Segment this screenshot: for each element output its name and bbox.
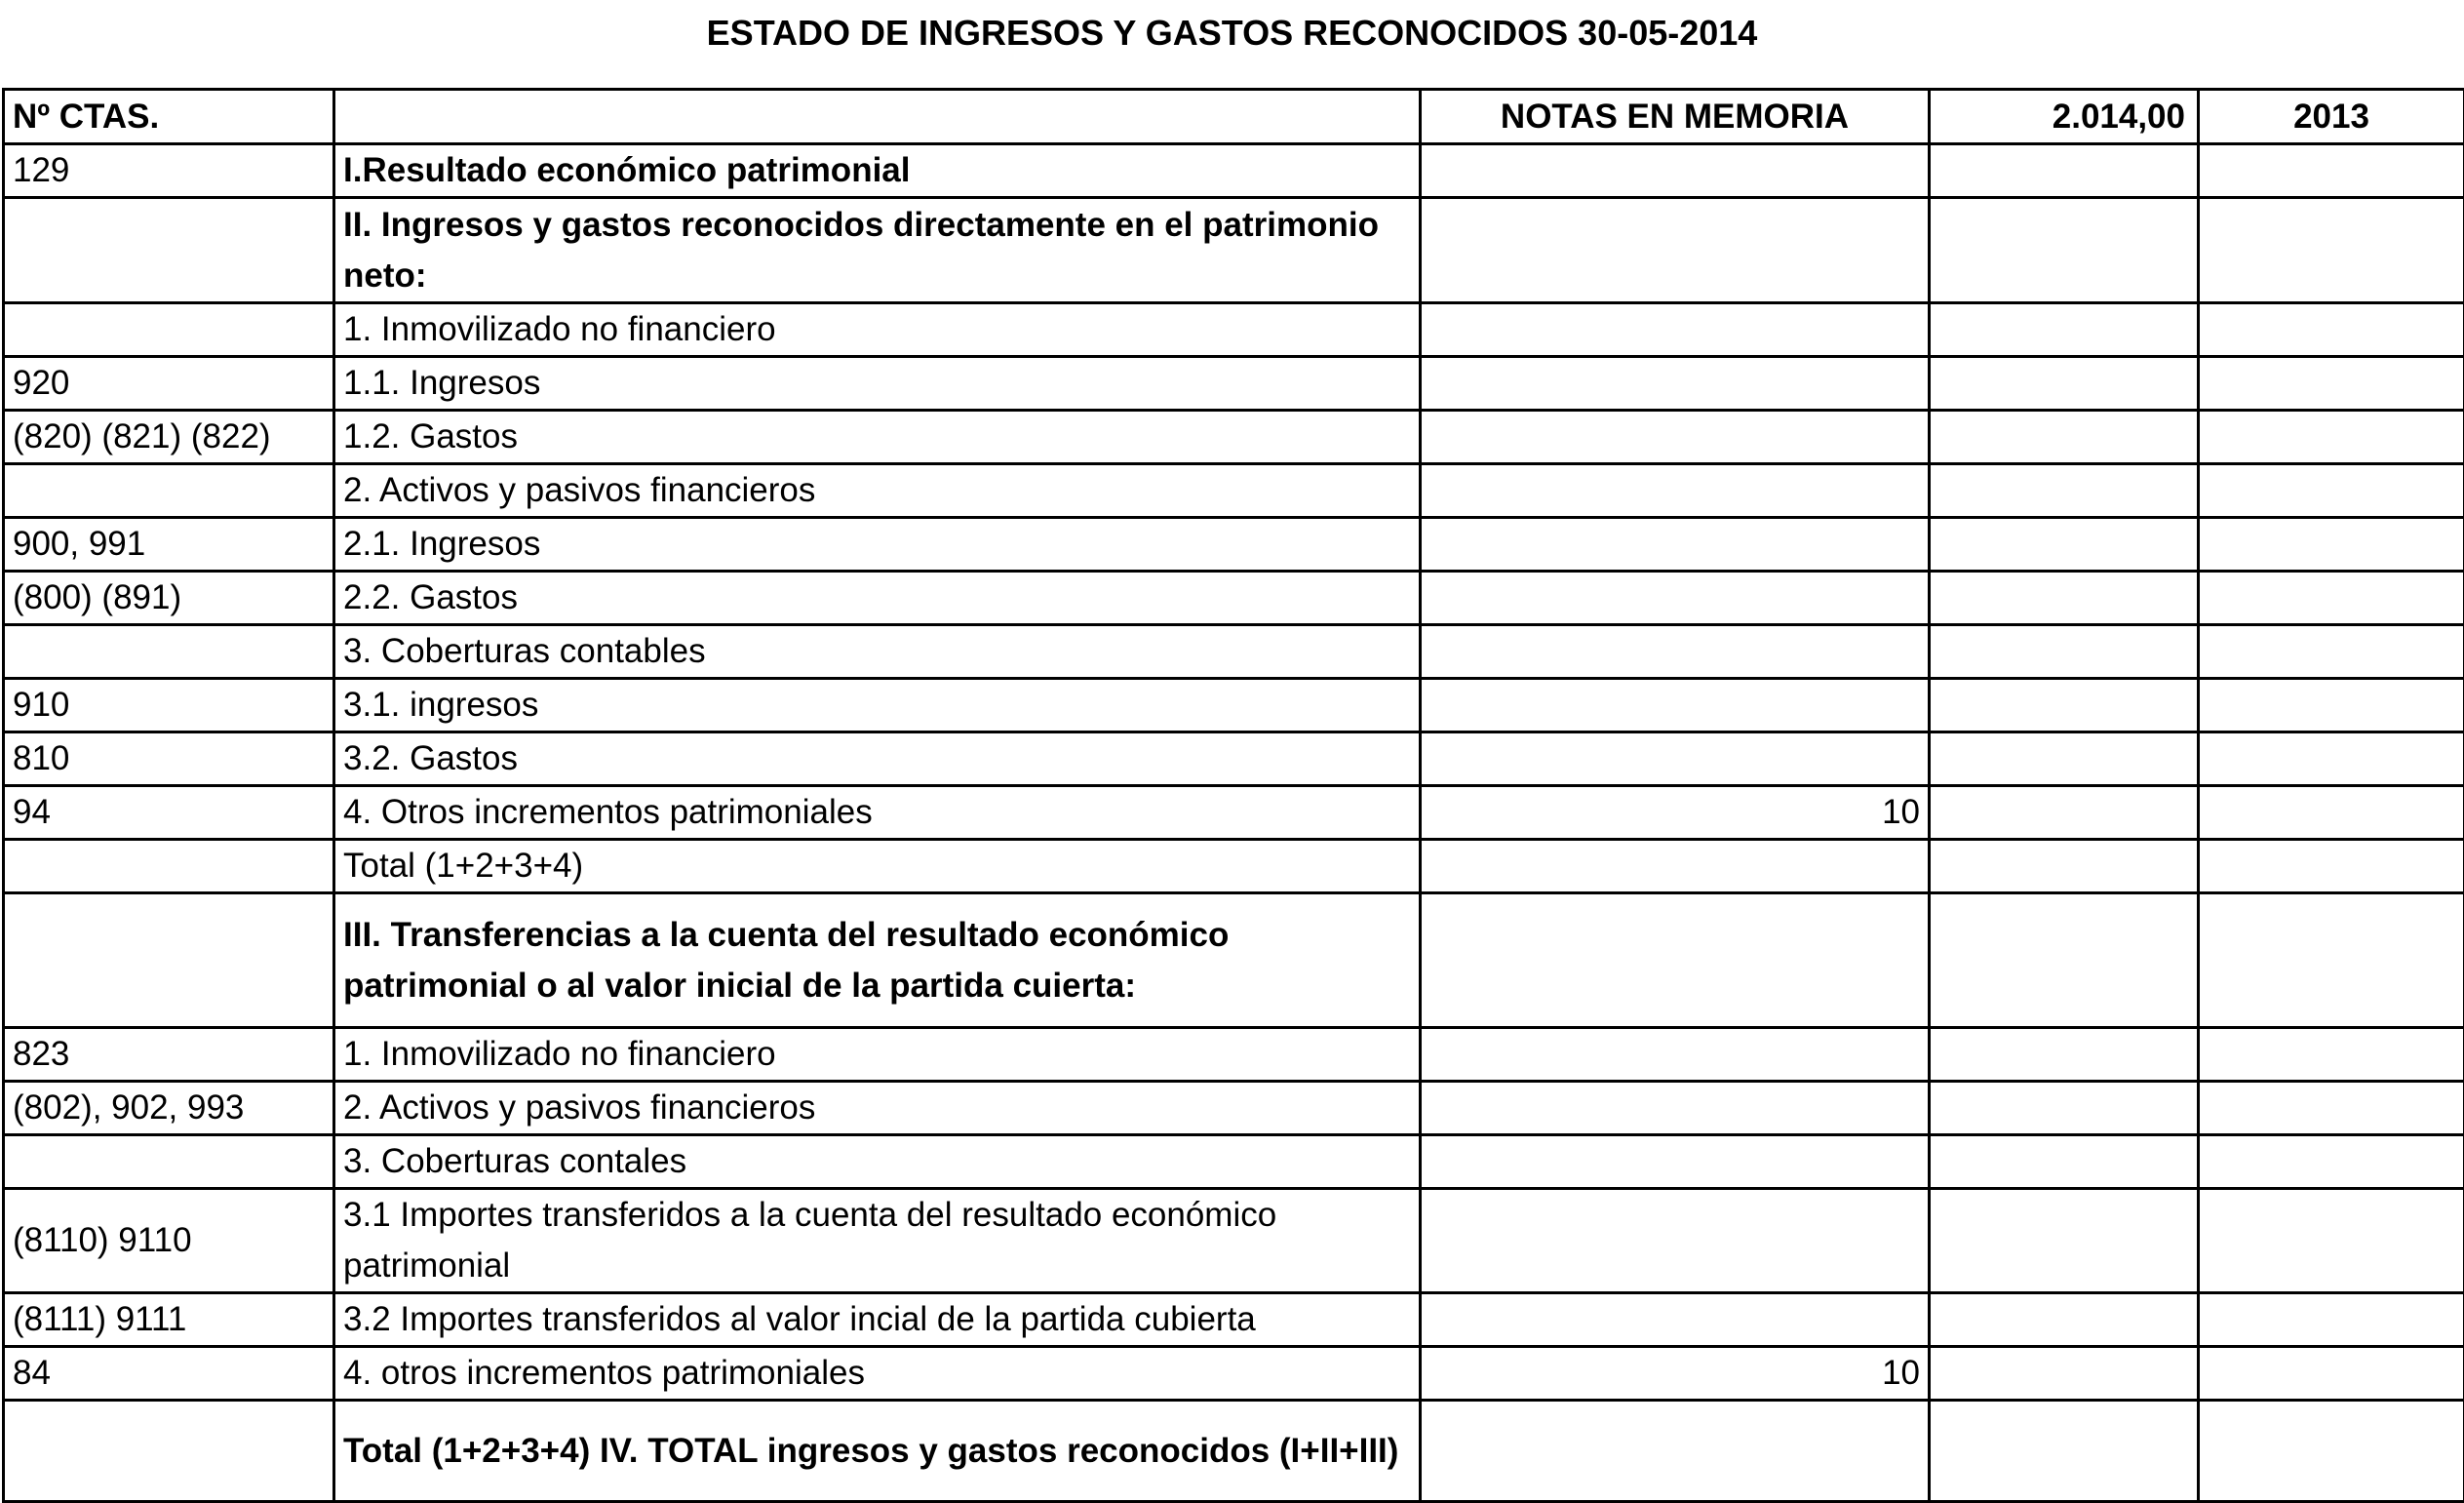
account-cell bbox=[4, 303, 334, 357]
account-cell: 910 bbox=[4, 679, 334, 732]
year-current-cell bbox=[1930, 411, 2199, 464]
year-current-cell bbox=[1930, 198, 2199, 303]
description-cell: I.Resultado económico patrimonial bbox=[334, 144, 1421, 198]
year-previous-cell bbox=[2199, 144, 2464, 198]
year-previous-cell bbox=[2199, 840, 2464, 893]
year-current-cell bbox=[1930, 1082, 2199, 1135]
year-current-cell bbox=[1930, 625, 2199, 679]
notes-cell bbox=[1421, 893, 1930, 1028]
description-cell: 3.2. Gastos bbox=[334, 732, 1421, 786]
table-row bbox=[4, 357, 2464, 411]
year-previous-cell bbox=[2199, 1028, 2464, 1082]
description-cell: 1. Inmovilizado no financiero bbox=[334, 303, 1421, 357]
year-previous-cell bbox=[2199, 518, 2464, 572]
year-previous-cell bbox=[2199, 303, 2464, 357]
header-year-previous: 2013 bbox=[2199, 90, 2464, 144]
statement-table bbox=[2, 88, 2464, 1503]
account-cell bbox=[4, 1401, 334, 1502]
description-cell: 4. otros incrementos patrimoniales bbox=[334, 1347, 1421, 1401]
description-cell: 2.1. Ingresos bbox=[334, 518, 1421, 572]
table-row bbox=[4, 144, 2464, 198]
notes-cell bbox=[1421, 198, 1930, 303]
table-row bbox=[4, 1189, 2464, 1293]
notes-cell bbox=[1421, 732, 1930, 786]
description-cell: Total (1+2+3+4) bbox=[334, 840, 1421, 893]
notes-cell: 10 bbox=[1421, 1347, 1930, 1401]
table-row bbox=[4, 411, 2464, 464]
account-cell bbox=[4, 198, 334, 303]
year-current-cell bbox=[1930, 1347, 2199, 1401]
notes-cell bbox=[1421, 1135, 1930, 1189]
notes-cell bbox=[1421, 1028, 1930, 1082]
description-cell: Total (1+2+3+4) IV. TOTAL ingresos y gastos reconocidos (I+II+III) bbox=[334, 1401, 1421, 1502]
year-current-cell bbox=[1930, 1028, 2199, 1082]
header-accounts: Nº CTAS. bbox=[4, 90, 334, 144]
table-row bbox=[4, 732, 2464, 786]
year-previous-cell bbox=[2199, 1189, 2464, 1293]
account-cell bbox=[4, 893, 334, 1028]
year-previous-cell bbox=[2199, 1401, 2464, 1502]
account-cell: (8111) 9111 bbox=[4, 1293, 334, 1347]
account-cell: 823 bbox=[4, 1028, 334, 1082]
table-row bbox=[4, 518, 2464, 572]
year-current-cell bbox=[1930, 1135, 2199, 1189]
year-current-cell bbox=[1930, 1293, 2199, 1347]
year-previous-cell bbox=[2199, 1293, 2464, 1347]
description-cell: 1. Inmovilizado no financiero bbox=[334, 1028, 1421, 1082]
notes-cell bbox=[1421, 144, 1930, 198]
year-previous-cell bbox=[2199, 786, 2464, 840]
notes-cell bbox=[1421, 625, 1930, 679]
description-cell: 4. Otros incrementos patrimoniales bbox=[334, 786, 1421, 840]
description-cell: 2.2. Gastos bbox=[334, 572, 1421, 625]
notes-cell: 10 bbox=[1421, 786, 1930, 840]
table-row bbox=[4, 572, 2464, 625]
table-row bbox=[4, 1293, 2464, 1347]
year-previous-cell bbox=[2199, 893, 2464, 1028]
year-current-cell bbox=[1930, 840, 2199, 893]
year-previous-cell bbox=[2199, 572, 2464, 625]
notes-cell bbox=[1421, 1189, 1930, 1293]
year-current-cell bbox=[1930, 679, 2199, 732]
account-cell: 920 bbox=[4, 357, 334, 411]
table-row bbox=[4, 1401, 2464, 1502]
year-previous-cell bbox=[2199, 464, 2464, 518]
description-cell: 3.1 Importes transferidos a la cuenta del resultado económico patrimonial bbox=[334, 1189, 1421, 1293]
account-cell bbox=[4, 1135, 334, 1189]
description-cell: 3. Coberturas contables bbox=[334, 625, 1421, 679]
table-row bbox=[4, 464, 2464, 518]
description-cell: 3.1. ingresos bbox=[334, 679, 1421, 732]
year-previous-cell bbox=[2199, 679, 2464, 732]
account-cell: (802), 902, 993 bbox=[4, 1082, 334, 1135]
account-cell: 129 bbox=[4, 144, 334, 198]
year-previous-cell bbox=[2199, 732, 2464, 786]
table-row bbox=[4, 1347, 2464, 1401]
notes-cell bbox=[1421, 303, 1930, 357]
year-current-cell bbox=[1930, 144, 2199, 198]
year-current-cell bbox=[1930, 518, 2199, 572]
notes-cell bbox=[1421, 518, 1930, 572]
year-previous-cell bbox=[2199, 1135, 2464, 1189]
year-current-cell bbox=[1930, 786, 2199, 840]
year-previous-cell bbox=[2199, 1347, 2464, 1401]
table-row bbox=[4, 1082, 2464, 1135]
description-cell: II. Ingresos y gastos reconocidos directamente en el patrimonio neto: bbox=[334, 198, 1421, 303]
table-row bbox=[4, 303, 2464, 357]
account-cell bbox=[4, 464, 334, 518]
year-previous-cell bbox=[2199, 625, 2464, 679]
notes-cell bbox=[1421, 1082, 1930, 1135]
table-row bbox=[4, 840, 2464, 893]
account-cell: (820) (821) (822) bbox=[4, 411, 334, 464]
table-row bbox=[4, 786, 2464, 840]
table-row bbox=[4, 625, 2464, 679]
header-description bbox=[334, 90, 1421, 144]
table-row bbox=[4, 893, 2464, 1028]
account-cell: 94 bbox=[4, 786, 334, 840]
account-cell: 84 bbox=[4, 1347, 334, 1401]
table-row bbox=[4, 1028, 2464, 1082]
description-cell: 1.2. Gastos bbox=[334, 411, 1421, 464]
description-cell: III. Transferencias a la cuenta del resultado económico patrimonial o al valor inicial de la partida cuierta: bbox=[334, 893, 1421, 1028]
notes-cell bbox=[1421, 572, 1930, 625]
table-row bbox=[4, 679, 2464, 732]
year-current-cell bbox=[1930, 1401, 2199, 1502]
year-current-cell bbox=[1930, 357, 2199, 411]
account-cell bbox=[4, 840, 334, 893]
year-previous-cell bbox=[2199, 357, 2464, 411]
year-current-cell bbox=[1930, 572, 2199, 625]
year-current-cell bbox=[1930, 893, 2199, 1028]
year-previous-cell bbox=[2199, 1082, 2464, 1135]
header-year-current: 2.014,00 bbox=[1930, 90, 2199, 144]
year-previous-cell bbox=[2199, 198, 2464, 303]
account-cell: (8110) 9110 bbox=[4, 1189, 334, 1293]
year-previous-cell bbox=[2199, 411, 2464, 464]
notes-cell bbox=[1421, 1293, 1930, 1347]
notes-cell bbox=[1421, 464, 1930, 518]
account-cell: 900, 991 bbox=[4, 518, 334, 572]
header-notes: NOTAS EN MEMORIA bbox=[1421, 90, 1930, 144]
description-cell: 2. Activos y pasivos financieros bbox=[334, 1082, 1421, 1135]
table-row bbox=[4, 198, 2464, 303]
page-title: ESTADO DE INGRESOS Y GASTOS RECONOCIDOS 30-05-2014 bbox=[0, 4, 2464, 62]
table-row bbox=[4, 1135, 2464, 1189]
account-cell bbox=[4, 625, 334, 679]
account-cell: 810 bbox=[4, 732, 334, 786]
notes-cell bbox=[1421, 1401, 1930, 1502]
description-cell: 3.2 Importes transferidos al valor incial de la partida cubierta bbox=[334, 1293, 1421, 1347]
notes-cell bbox=[1421, 411, 1930, 464]
notes-cell bbox=[1421, 840, 1930, 893]
notes-cell bbox=[1421, 357, 1930, 411]
notes-cell bbox=[1421, 679, 1930, 732]
account-cell: (800) (891) bbox=[4, 572, 334, 625]
year-current-cell bbox=[1930, 303, 2199, 357]
year-current-cell bbox=[1930, 1189, 2199, 1293]
table-header-row bbox=[4, 90, 2464, 144]
description-cell: 3. Coberturas contales bbox=[334, 1135, 1421, 1189]
description-cell: 2. Activos y pasivos financieros bbox=[334, 464, 1421, 518]
year-current-cell bbox=[1930, 732, 2199, 786]
description-cell: 1.1. Ingresos bbox=[334, 357, 1421, 411]
year-current-cell bbox=[1930, 464, 2199, 518]
